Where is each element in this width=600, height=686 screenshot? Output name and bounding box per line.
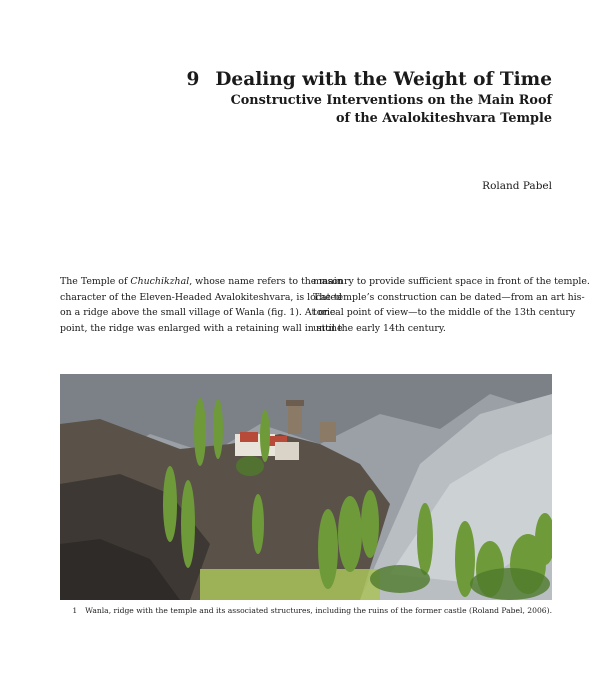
chapter-subtitle-line-2: of the Avalokiteshvara Temple	[335, 110, 552, 126]
text-line: The temple’s construction can be dated—from an art his-	[313, 291, 585, 303]
author-name: Roland Pabel	[482, 180, 552, 192]
chapter-title-line	[187, 68, 552, 92]
text-column-left	[60, 274, 343, 336]
text-line: torical point of view—to the middle of the 13th century	[313, 307, 576, 319]
green-field	[200, 569, 380, 600]
body-text	[60, 274, 590, 336]
text-line: masonry to provide sufficient space in front of the temple.	[313, 276, 590, 287]
caption-text: Wanla, ridge with the temple and its associated structures, including the ruins of the former castle (Roland Pabel, 2006).	[85, 606, 552, 615]
text-line: on a ridge above the small village of Wanla (fig. 1). At one	[60, 307, 336, 319]
temple-tower	[288, 404, 302, 434]
chapter-subtitle-line-1: Constructive Interventions on the Main Roof	[230, 93, 552, 108]
landscape-photo-illustration	[60, 374, 552, 600]
chapter-title: Dealing with the Weight of Time	[215, 69, 552, 90]
figure-caption	[72, 606, 552, 615]
chapter-number: 9	[186, 69, 200, 90]
castle-ruin	[320, 422, 336, 442]
text-line: point, the ridge was enlarged with a retaining wall in stone	[60, 322, 343, 334]
text-line: until the early 14th century.	[313, 322, 446, 334]
text-line: The Temple of Chuchikzhal, whose name refers to the main	[60, 276, 343, 287]
text-line: character of the Eleven-Headed Avalokiteshvara, is located	[60, 291, 342, 303]
temple-red-roof	[240, 432, 258, 442]
figure-photo	[60, 374, 552, 600]
text-column-right	[313, 274, 590, 336]
temple-name: Chuchikzhal	[130, 276, 190, 287]
figure-number: 1	[72, 606, 78, 615]
chapter-heading	[187, 68, 552, 127]
